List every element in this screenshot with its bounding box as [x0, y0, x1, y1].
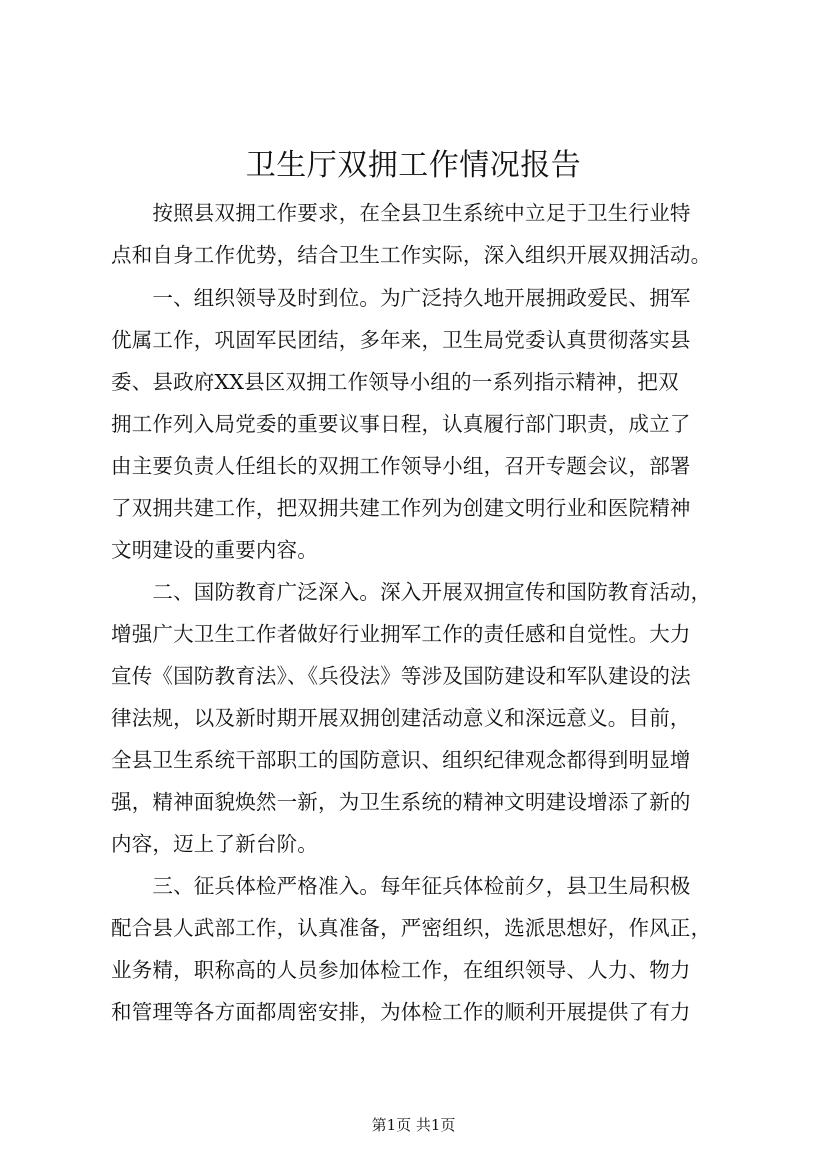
body-line: 强，精神面貌焕然一新，为卫生系统的精神文明建设增添了新的: [111, 790, 691, 814]
body-line: 和管理等各方面都周密安排，为体检工作的顺利开展提供了有力: [111, 1000, 691, 1024]
body-line: 优属工作，巩固军民团结，多年来，卫生局党委认真贯彻落实县: [111, 328, 691, 352]
body-line: 业务精，职称高的人员参加体检工作，在组织领导、人力、物力: [111, 958, 691, 982]
body-line: 文明建设的重要内容。: [111, 538, 318, 562]
body-line: 全县卫生系统干部职工的国防意识、组织纪律观念都得到明显增: [111, 748, 691, 772]
body-line: 一、组织领导及时到位。为广泛持久地开展拥政爱民、拥军: [111, 286, 691, 310]
body-line: 点和自身工作优势，结合卫生工作实际，深入组织开展双拥活动。: [111, 243, 712, 267]
document-title: 卫生厅双拥工作情况报告: [245, 148, 582, 183]
body-line: 由主要负责人任组长的双拥工作领导小组，召开专题会议，部署: [111, 454, 691, 478]
body-line: 三、征兵体检严格准入。每年征兵体检前夕，县卫生局积极: [111, 874, 691, 898]
body-line: 增强广大卫生工作者做好行业拥军工作的责任感和自觉性。大力: [111, 622, 691, 646]
body-line: 二、国防教育广泛深入。深入开展双拥宣传和国防教育活动，: [111, 580, 712, 604]
body-line: 按照县双拥工作要求，在全县卫生系统中立足于卫生行业特: [111, 201, 691, 225]
body-line: 拥工作列入局党委的重要议事日程，认真履行部门职责，成立了: [111, 412, 691, 436]
body-line: 配合县人武部工作，认真准备，严密组织，选派思想好，作风正，: [111, 916, 712, 940]
body-line: 内容，迈上了新台阶。: [111, 832, 318, 856]
body-line: 宣传《国防教育法》、《兵役法》等涉及国防建设和军队建设的法: [111, 664, 691, 688]
page-footer: 第1页 共1页: [371, 1116, 456, 1134]
body-line: 律法规，以及新时期开展双拥创建活动意义和深远意义。目前，: [111, 706, 691, 730]
body-line: 了双拥共建工作，把双拥共建工作列为创建文明行业和医院精神: [111, 496, 691, 520]
body-line: 委、县政府XX县区双拥工作领导小组的一系列指示精神，把双: [111, 370, 679, 394]
